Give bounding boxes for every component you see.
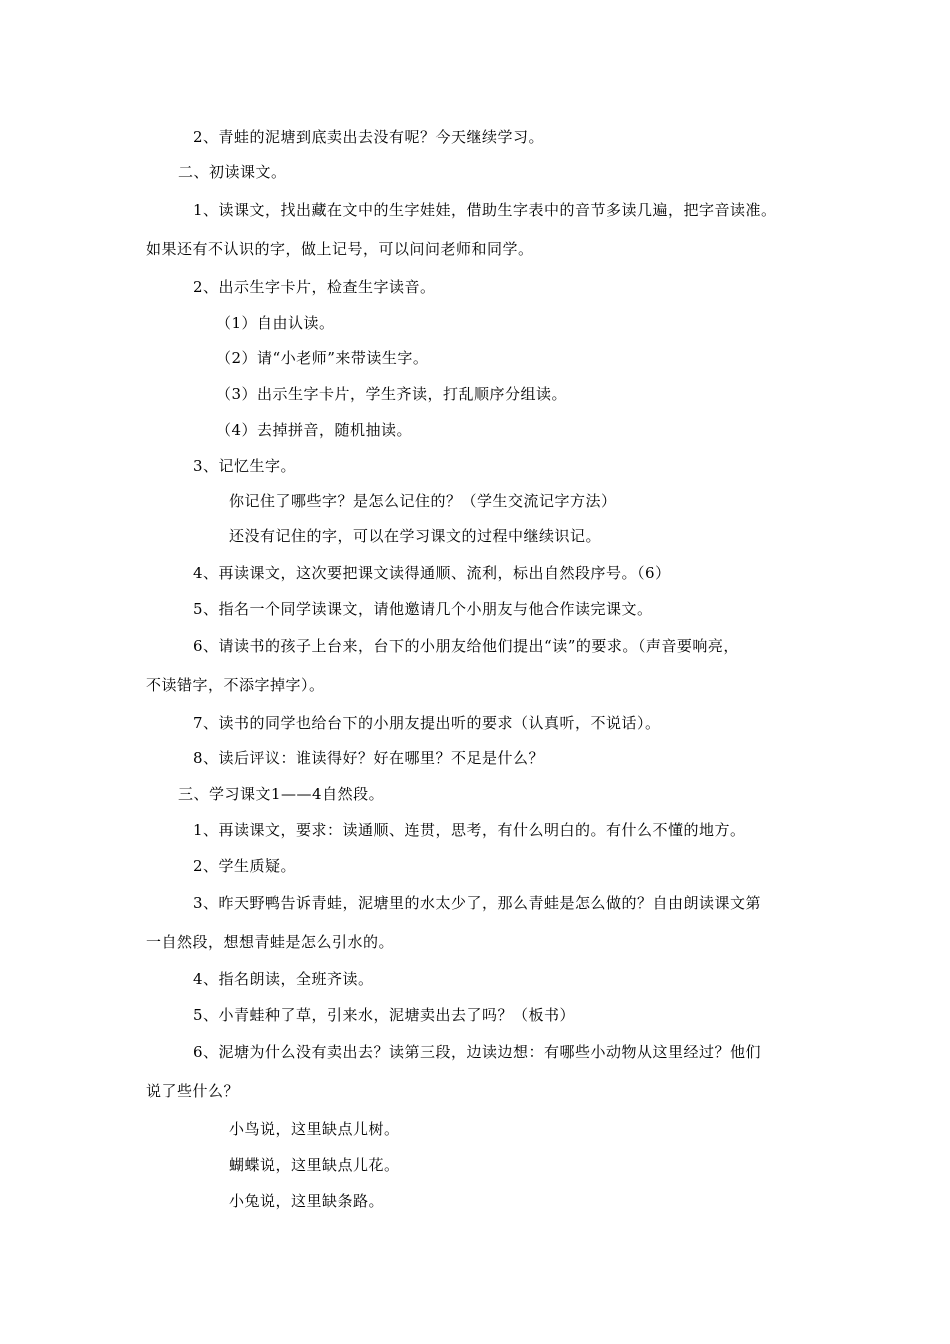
text-line: 1、读课文，找出藏在文中的生字娃娃，借助生字表中的音节多读几遍，把字音读准。 bbox=[193, 201, 777, 219]
text-line: 蝴蝶说，这里缺点儿花。 bbox=[229, 1156, 400, 1174]
text-line: 小鸟说，这里缺点儿树。 bbox=[229, 1120, 400, 1138]
text-line: （2）请“小老师”来带读生字。 bbox=[216, 349, 429, 367]
text-line: （4）去掉拼音，随机抽读。 bbox=[216, 421, 413, 439]
text-line: 6、请读书的孩子上台来，台下的小朋友给他们提出“读”的要求。（声音要响亮， bbox=[193, 637, 739, 655]
text-line: 不读错字，不添字掉字）。 bbox=[146, 676, 325, 694]
text-line: 3、记忆生字。 bbox=[193, 457, 297, 475]
text-line: 小兔说，这里缺条路。 bbox=[229, 1192, 385, 1210]
text-line: 4、再读课文，这次要把课文读得通顺、流利，标出自然段序号。（6） bbox=[193, 564, 671, 582]
text-line: 5、小青蛙种了草，引来水，泥塘卖出去了吗？（板书） bbox=[193, 1006, 576, 1024]
text-line: 说了些什么？ bbox=[146, 1082, 240, 1100]
text-line: 如果还有不认识的字，做上记号，可以问问老师和同学。 bbox=[146, 240, 534, 258]
text-line: 6、泥塘为什么没有卖出去？读第三段，边读边想：有哪些小动物从这里经过？他们 bbox=[193, 1043, 762, 1061]
text-line: 2、青蛙的泥塘到底卖出去没有呢？今天继续学习。 bbox=[193, 128, 545, 146]
text-line: 2、学生质疑。 bbox=[193, 857, 297, 875]
text-line: 你记住了哪些字？是怎么记住的？（学生交流记字方法） bbox=[229, 492, 617, 510]
text-line: 4、指名朗读，全班齐读。 bbox=[193, 970, 374, 988]
text-line: （3）出示生字卡片，学生齐读，打乱顺序分组读。 bbox=[216, 385, 568, 403]
text-line: 1、再读课文，要求：读通顺、连贯，思考，有什么明白的。有什么不懂的地方。 bbox=[193, 821, 746, 839]
text-line: 3、昨天野鸭告诉青蛙，泥塘里的水太少了，那么青蛙是怎么做的？自由朗读课文第 bbox=[193, 894, 762, 912]
text-line: 7、读书的同学也给台下的小朋友提出听的要求（认真听，不说话）。 bbox=[193, 714, 661, 732]
section-heading: 三、学习课文1——4自然段。 bbox=[178, 785, 385, 803]
text-line: 一自然段，想想青蛙是怎么引水的。 bbox=[146, 933, 395, 951]
text-line: 5、指名一个同学读课文，请他邀请几个小朋友与他合作读完课文。 bbox=[193, 600, 653, 618]
text-line: （1）自由认读。 bbox=[216, 314, 335, 332]
text-line: 还没有记住的字，可以在学习课文的过程中继续识记。 bbox=[229, 527, 602, 545]
section-heading: 二、初读课文。 bbox=[178, 163, 287, 181]
text-line: 8、读后评议：谁读得好？好在哪里？不足是什么？ bbox=[193, 749, 545, 767]
text-line: 2、出示生字卡片，检查生字读音。 bbox=[193, 278, 436, 296]
